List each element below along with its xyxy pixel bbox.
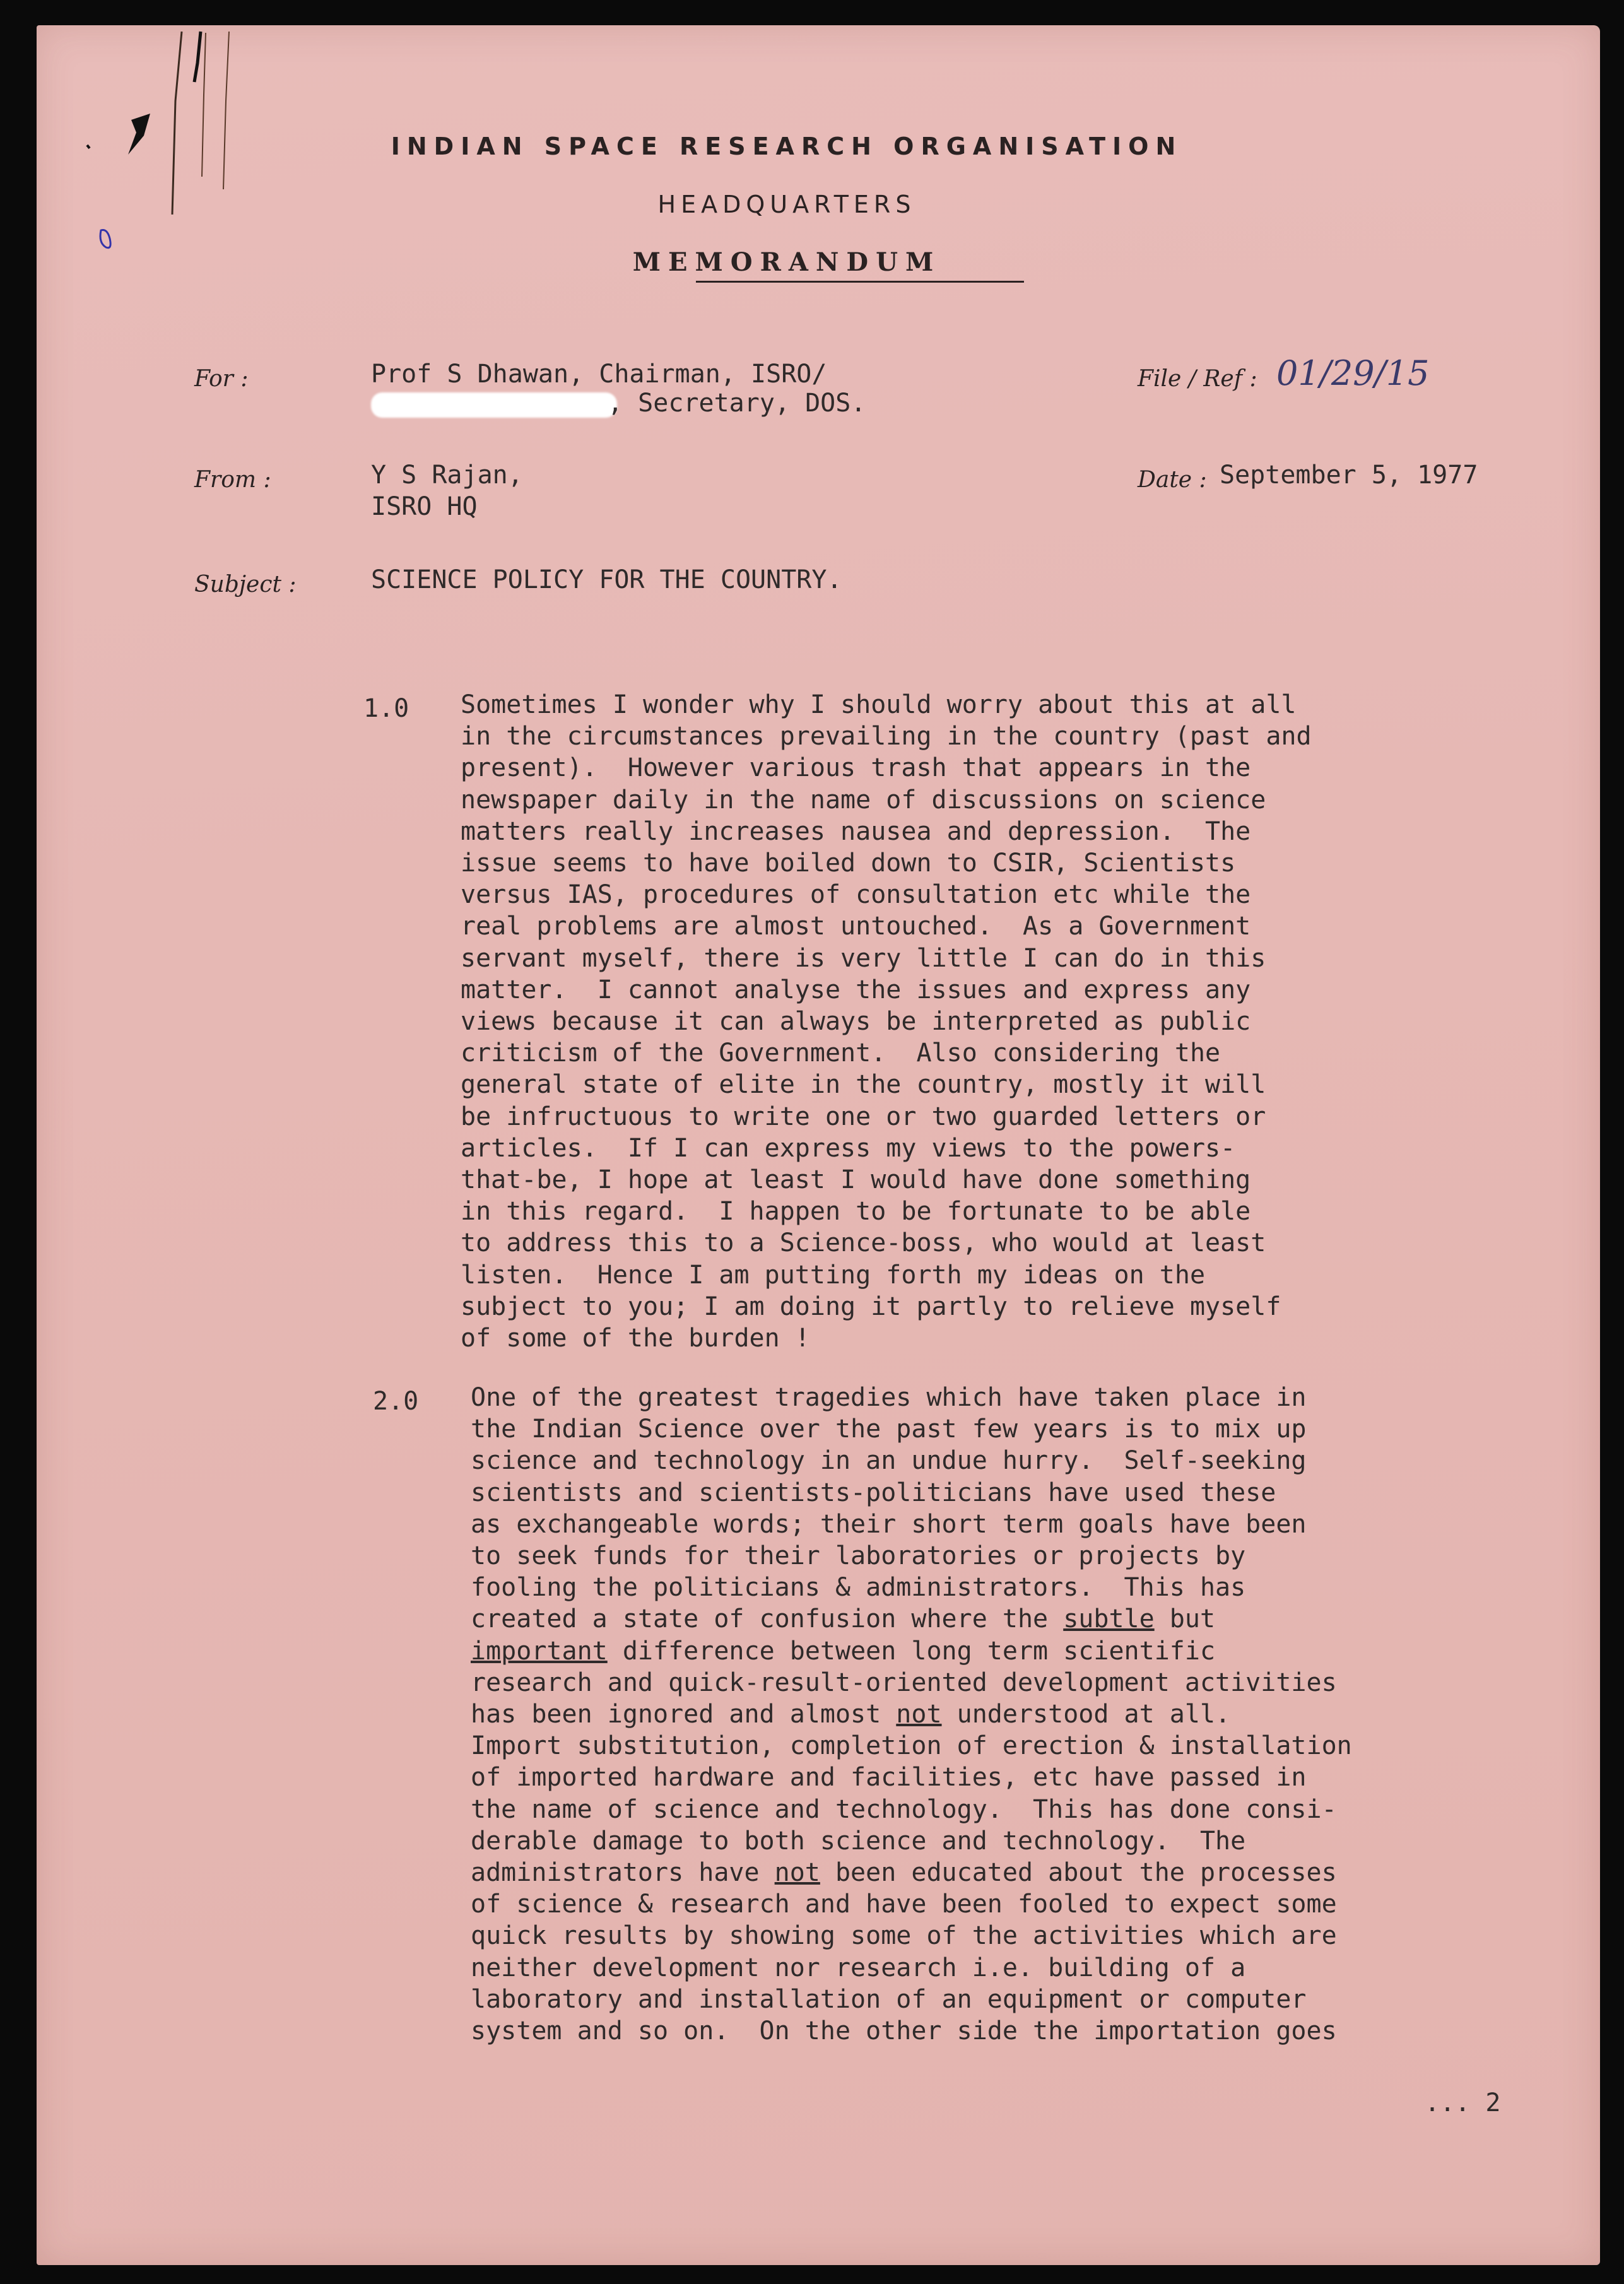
paragraph-line: administrators have not been educated about the processes [471,1858,1337,1888]
paragraph-line: newspaper daily in the name of discussions on science [461,785,1266,815]
paragraph-line: issue seems to have boiled down to CSIR, Scientists [461,849,1236,878]
paragraph-line: of imported hardware and facilities, etc have passed in [471,1763,1307,1792]
paragraph-line: matter. I cannot analyse the issues and express any [461,975,1251,1004]
paragraph-line: derable damage to both science and technology. The [471,1826,1246,1856]
paragraph-line: views because it can always be interpreted as public [461,1007,1251,1037]
subject-value: SCIENCE POLICY FOR THE COUNTRY. [371,565,842,594]
paragraph-line: Import substitution, completion of erection & installation [471,1731,1352,1761]
paragraph-line: to seek funds for their laboratories or projects by [471,1541,1246,1571]
paragraph-line: the Indian Science over the past few years is to mix up [471,1415,1307,1444]
paragraph-line: servant myself, there is very little I can do in this [461,943,1266,973]
paragraph-line: scientists and scientists-politicians have used these [471,1478,1276,1507]
for-label: For : [194,366,249,392]
from-label: From : [194,467,271,493]
paragraph-line: in the circumstances prevailing in the country (past and [461,722,1312,751]
paragraph-line: as exchangeable words; their short term goals have been [471,1509,1307,1539]
paragraph-line: One of the greatest tragedies which have taken place in [471,1383,1307,1412]
paragraph-line: be infructuous to write one or two guarded letters or [461,1102,1266,1131]
paragraph-line: created a state of confusion where the subtle but [471,1604,1216,1634]
paragraph-line: science and technology in an undue hurry. Self-seeking [471,1446,1307,1476]
for-recipient-line2: , Secretary, DOS. [608,389,866,418]
subject-label: Subject : [194,572,297,597]
paragraph-line: of science & research and have been fooled to expect some [471,1890,1337,1919]
file-ref-value: 01/29/15 [1276,353,1430,393]
paragraph-1-number: 1.0 [363,694,409,723]
paragraph-line: in this regard. I happen to be fortunate to be able [461,1197,1251,1227]
paragraph-line: versus IAS, procedures of consultation etc while the [461,880,1251,910]
paragraph-line: the name of science and technology. This has done consi- [471,1794,1337,1824]
paragraph-line: quick results by showing some of the activities which are [471,1921,1337,1951]
paragraph-line: matters really increases nausea and depression. The [461,816,1251,846]
paragraph-line: research and quick-result-oriented development activities [471,1668,1337,1697]
paragraph-line: has been ignored and almost not understood at all. [471,1700,1231,1729]
from-line1: Y S Rajan, [371,461,523,490]
date-label: Date : [1138,467,1207,493]
memo-sheet [37,25,1600,2265]
date-value: September 5, 1977 [1220,461,1478,490]
organisation-name: INDIAN SPACE RESEARCH ORGANISATION [391,132,1183,160]
paragraph-line: that-be, I hope at least I would have done something [461,1165,1251,1195]
paragraph-line: system and so on. On the other side the importation goes [471,2016,1337,2046]
paragraph-line: laboratory and installation of an equipment or computer [471,1984,1307,2014]
paragraph-line: to address this to a Science-boss, who would at least [461,1228,1266,1258]
paragraph-line: of some of the burden ! [461,1324,810,1353]
paragraph-line: real problems are almost untouched. As a Government [461,912,1251,941]
paragraph-line: articles. If I can express my views to the powers- [461,1133,1236,1163]
office-name: HEADQUARTERS [657,191,916,218]
paragraph-line: criticism of the Government. Also considering the [461,1039,1221,1068]
paragraph-line: important difference between long term scientific [471,1636,1216,1666]
paragraph-2-number: 2.0 [373,1387,419,1416]
memo-underline [696,281,1024,283]
paragraph-line: neither development nor research i.e. building of a [471,1953,1246,1982]
continuation-marker: ... 2 [1425,2088,1501,2117]
paragraph-line: general state of elite in the country, mostly it will [461,1070,1266,1100]
paragraph-line: present). However various trash that appears in the [461,753,1251,783]
for-recipient-line1: Prof S Dhawan, Chairman, ISRO/ [371,360,827,389]
paragraph-line: subject to you; I am doing it partly to relieve myself [461,1292,1281,1321]
redaction-mark [371,392,617,418]
paragraph-line: Sometimes I wonder why I should worry about this at all [461,690,1297,719]
document-type: MEMORANDUM [632,247,941,277]
paragraph-line: listen. Hence I am putting forth my ideas on the [461,1260,1206,1290]
from-line2: ISRO HQ [371,492,478,521]
paragraph-2-body [471,1382,1352,2047]
paragraph-line: fooling the politicians & administrators. This has [471,1573,1246,1603]
file-ref-label: File / Ref : [1138,366,1257,392]
paragraph-1-body [461,689,1312,1354]
